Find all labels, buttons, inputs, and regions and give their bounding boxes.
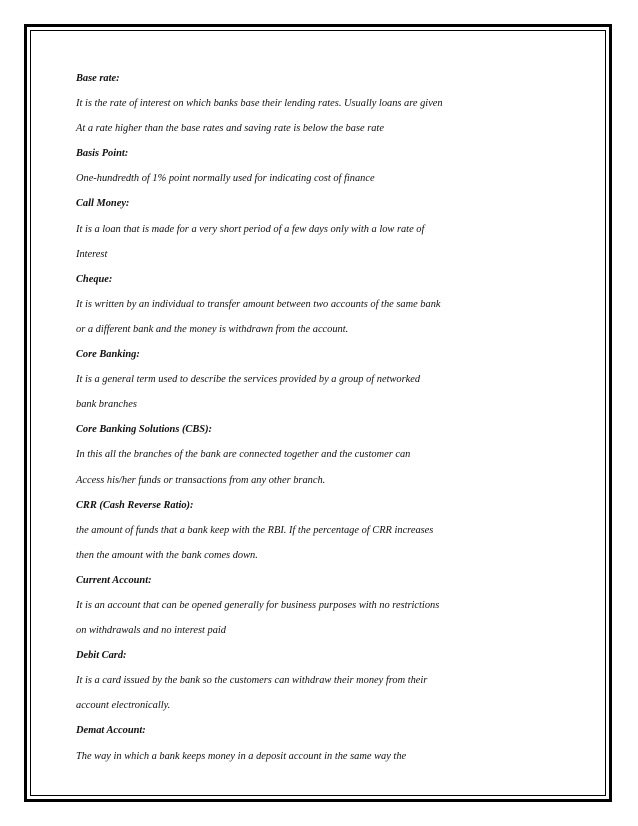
glossary-term: CRR (Cash Reverse Ratio): [76, 499, 194, 511]
glossary-term: Call Money: [76, 198, 130, 210]
glossary-term: Demat Account: [76, 725, 146, 737]
glossary-definition-line: Interest [76, 248, 108, 260]
glossary-definition-line: It is a general term used to describe the services provided by a group of networked [76, 374, 421, 386]
glossary-definition-line: Access his/her funds or transactions from any other branch. [76, 474, 326, 486]
glossary-definition-line: It is a loan that is made for a very short period of a few days only with a low rate of [76, 223, 425, 235]
glossary-term: Core Banking: [76, 349, 140, 361]
glossary-content [76, 66, 556, 769]
glossary-definition-line: the amount of funds that a bank keep with the RBI. If the percentage of CRR increases [76, 524, 434, 536]
glossary-definition-line: bank branches [76, 399, 137, 411]
glossary-definition-line: on withdrawals and no interest paid [76, 625, 226, 637]
glossary-definition-line: then the amount with the bank comes down. [76, 549, 258, 561]
glossary-term: Debit Card: [76, 650, 127, 662]
glossary-definition-line: The way in which a bank keeps money in a deposit account in the same way the [76, 750, 407, 762]
glossary-term: Base rate: [76, 73, 120, 84]
glossary-term: Current Account: [76, 574, 152, 586]
glossary-definition-line: It is an account that can be opened generally for business purposes with no restrictions [76, 599, 440, 611]
glossary-definition-line: At a rate higher than the base rates and saving rate is below the base rate [76, 123, 384, 135]
glossary-definition-line: In this all the branches of the bank are connected together and the customer can [76, 449, 411, 461]
glossary-definition-line: account electronically. [76, 700, 171, 712]
glossary-term: Basis Point: [76, 148, 129, 160]
glossary-definition-line: One-hundredth of 1% point normally used for indicating cost of finance [76, 173, 375, 185]
glossary-term: Core Banking Solutions (CBS): [76, 424, 212, 436]
glossary-definition-line: It is written by an individual to transfer amount between two accounts of the same bank [76, 298, 441, 310]
glossary-definition-line: or a different bank and the money is withdrawn from the account. [76, 323, 349, 335]
glossary-definition-line: It is a card issued by the bank so the customers can withdraw their money from their [76, 675, 428, 687]
glossary-definition-line: It is the rate of interest on which banks base their lending rates. Usually loans are given [76, 98, 443, 110]
glossary-term: Cheque: [76, 273, 113, 285]
